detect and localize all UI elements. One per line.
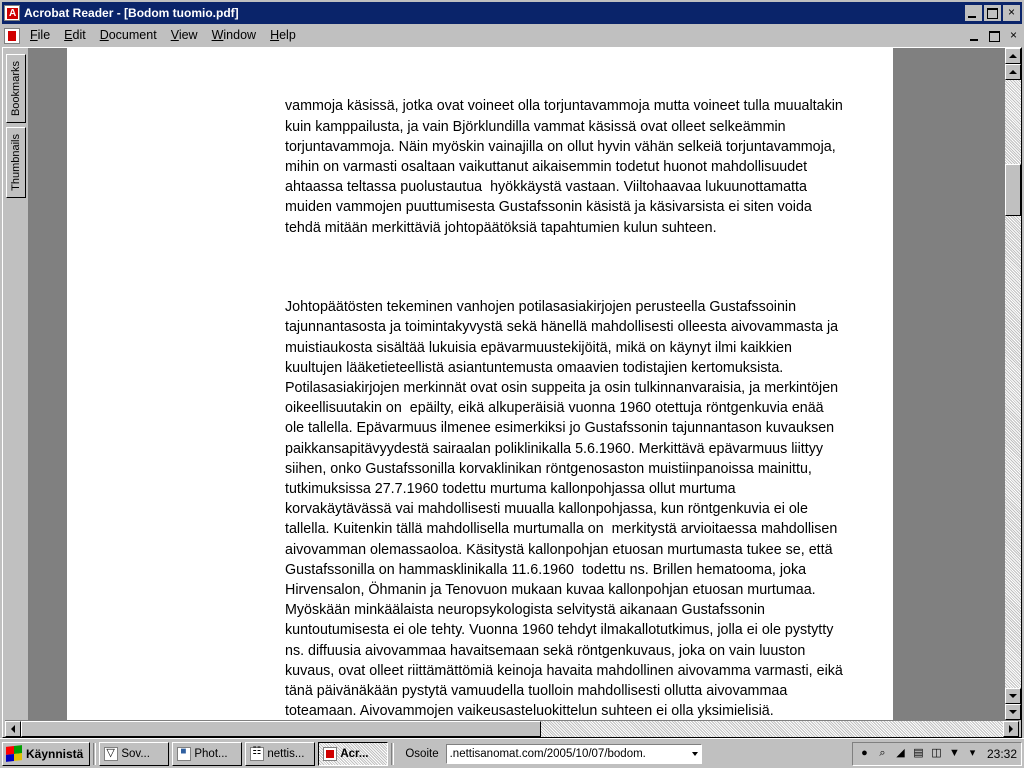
page-area	[29, 48, 1004, 720]
pdf-page	[67, 48, 893, 720]
child-close-button[interactable]	[1005, 28, 1022, 44]
horizontal-scroll-thumb[interactable]	[21, 721, 541, 737]
start-button-label: Käynnistä	[26, 746, 84, 761]
network-icon	[250, 747, 264, 761]
menu-edit[interactable]: Edit	[64, 28, 86, 42]
main-frame	[2, 47, 1022, 738]
taskbar-button-sov[interactable]	[99, 742, 169, 766]
tab-thumbnails[interactable]	[6, 127, 26, 198]
speaker-icon[interactable]: ◢	[896, 747, 905, 759]
taskbar-button-nettis[interactable]	[245, 742, 315, 766]
child-restore-button[interactable]	[986, 28, 1003, 44]
scroll-left-button[interactable]	[5, 721, 21, 737]
taskbar-button-photo[interactable]	[172, 742, 242, 766]
system-tray	[852, 742, 1022, 766]
photo-icon	[177, 747, 191, 761]
taskbar-button-label: Phot...	[194, 747, 228, 760]
scroll-up-button-2[interactable]	[1005, 64, 1021, 80]
navigation-pane-tabs	[3, 48, 29, 720]
menu-file[interactable]: File	[30, 28, 51, 42]
monitor-icon[interactable]: ▤	[913, 747, 924, 759]
start-button[interactable]	[2, 742, 90, 766]
horizontal-scrollbar[interactable]	[5, 720, 1019, 737]
tab-bookmarks-label: Bookmarks	[9, 61, 22, 117]
acrobat-icon	[4, 5, 20, 21]
tab-bookmarks[interactable]	[6, 54, 26, 123]
close-button[interactable]	[1003, 5, 1020, 21]
windows-flag-icon	[6, 745, 22, 762]
pdf-page-text	[285, 56, 845, 720]
menu-help[interactable]: Help	[270, 28, 296, 42]
child-window-controls	[967, 28, 1022, 44]
scroll-down-button-2[interactable]	[1005, 704, 1021, 720]
window-title: Acrobat Reader - [Bodom tuomio.pdf]	[24, 6, 239, 20]
document-window	[2, 47, 1022, 738]
acrobat-icon	[323, 747, 337, 761]
minimize-button[interactable]	[965, 5, 982, 21]
menu-window[interactable]: Window	[211, 28, 257, 42]
chevron-down-icon[interactable]	[692, 752, 698, 756]
taskbar-button-acrobat[interactable]	[318, 742, 388, 766]
taskbar-button-label: Sov...	[121, 747, 150, 760]
vertical-scroll-thumb[interactable]	[1005, 164, 1021, 216]
child-minimize-button[interactable]	[967, 28, 984, 44]
magnifier-icon[interactable]: ⌕	[879, 747, 886, 759]
taskbar-button-label: nettis...	[267, 747, 305, 760]
maximize-button[interactable]	[984, 5, 1001, 21]
volume-icon[interactable]: ▾	[969, 747, 976, 759]
taskbar-separator	[93, 743, 96, 765]
address-label: Osoite	[405, 747, 439, 760]
menu-items	[23, 26, 967, 45]
scroll-down-button[interactable]	[1005, 688, 1021, 704]
menu-bar	[2, 25, 1022, 46]
document-icon[interactable]	[4, 28, 20, 44]
vertical-scroll-track[interactable]	[1005, 80, 1021, 688]
modem-icon[interactable]: ▼	[949, 747, 960, 759]
address-input[interactable]	[446, 744, 702, 764]
horizontal-scroll-track[interactable]	[21, 721, 1003, 737]
taskbar-separator-2	[391, 743, 394, 765]
sov-icon	[104, 747, 118, 761]
battery-icon[interactable]: ◫	[931, 747, 942, 759]
taskbar-button-label: Acr...	[340, 747, 369, 760]
taskbar	[0, 738, 1024, 768]
document-viewport[interactable]	[29, 48, 1021, 720]
vertical-scrollbar[interactable]	[1004, 48, 1021, 720]
clock[interactable]: 23:32	[986, 746, 1017, 761]
tab-thumbnails-label: Thumbnails	[9, 134, 22, 191]
scroll-right-button[interactable]	[1003, 721, 1019, 737]
menu-view[interactable]: View	[170, 28, 198, 42]
window-titlebar[interactable]	[2, 2, 1022, 24]
address-value: .nettisanomat.com/2005/10/07/bodom.	[449, 747, 646, 760]
shield-icon[interactable]: ●	[861, 747, 868, 759]
paragraph: vammoja käsissä, jotka ovat voineet olla torjuntavammoja mutta voineet tulla muualtakin kuin kamppailusta, ja vain Björklundilla vammat käsissä ovat olleet selkeämmin torjuntavammoja. Näin myöskin vainajilla on ollut hyvin vähän selkeiä torjuntavammoja, mihin on varmasti osaltaan vaikuttanut aikaisemmin todetut huonot mahdollisuudet ahtaassa teltassa puolustautua hyökkäystä vastaan. Viiltohaavaa lukuunottamatta muiden vammojen puuttumisesta Gustafssonin käsistä ja käsivarsista ei siten voida tehdä mitään merkittäviä johtopäätöksiä tapahtumien kulun suhteen.	[285, 98, 847, 236]
paragraph: Johtopäätösten tekeminen vanhojen potilasasiakirjojen perusteella Gustafssoinin tajunnantasosta ja toimintakyvystä sekä hänellä mahdollisesti olleesta aivovammasta ja muistiaukosta sisältää lukuisia epävarmuustekijöitä, mikä on käynyt ilmi kaikkien kuultujen lääketieteellistä asiantuntemusta omaavien todistajien kertomuksista. Potilasasiakirjojen merkinnät ovat osin suppeita ja osin tulkinnanvaraisia, ja merkintöjen oikeellisuutakin on epäilty, eikä alkuperäisiä vuonna 1960 otettuja röntgenkuvia enää ole tallella. Epävarmuus ilmenee esimerkiksi jo Gustafssonin tajunnantason kuvauksen paikkansapitävyydestä sairaalan poliklinikalla 5.6.1960. Merkittävä epävarmuus liittyy siihen, onko Gustafssonilla korvaklinikan röntgenosaston muistiinpanoissa mainittu, tutkimuksissa 27.7.1960 todettu murtuma kallonpohjassa ollut murtuma korvakäytävässä vai mahdollisesti muualla kallonpohjassa, kun röntgenkuvia ei ole tallella. Kuitenkin tällä mahdollisella murtumalla on merkitystä arvioitaessa mahdollisen aivovamman olemassaoloa. Käsitystä kallonpohjan etuosan murtumasta tukee se, että Gustafssonilla on hammasklinikalla 11.6.1960 todettu ns. Brillen hematooma, joka Hirvensalon, Öhmanin ja Tenovuon mukaan kuvaa kallonpohjan etuosan murtumaa. Myöskään minkäälaista neuropsykologista selvitystä aikanaan Gustafssonin kuntoutumisesta ei ole tehty. Vuonna 1960 tehdyt ilmakallotutkimus, jolla ei ole pystytty ns. diffuusia aivovammaa havaitsemaan sekä röntgenkuvaus, joka on vain luuston kuvaus, ovat olleet riittämättömiä keinoja havaita mahdollinen aivovamma varmasti, eikä tänä päivänäkään pystytä vamuudella tuolloin mahdollisesti ollutta aivovammaa toteamaan. Aivovammojen vaikeusasteluokittelun suhteen ei olla yksimielisiä.	[285, 299, 847, 720]
window-controls	[965, 5, 1020, 21]
menu-document[interactable]: Document	[99, 28, 157, 42]
scroll-up-button[interactable]	[1005, 48, 1021, 64]
